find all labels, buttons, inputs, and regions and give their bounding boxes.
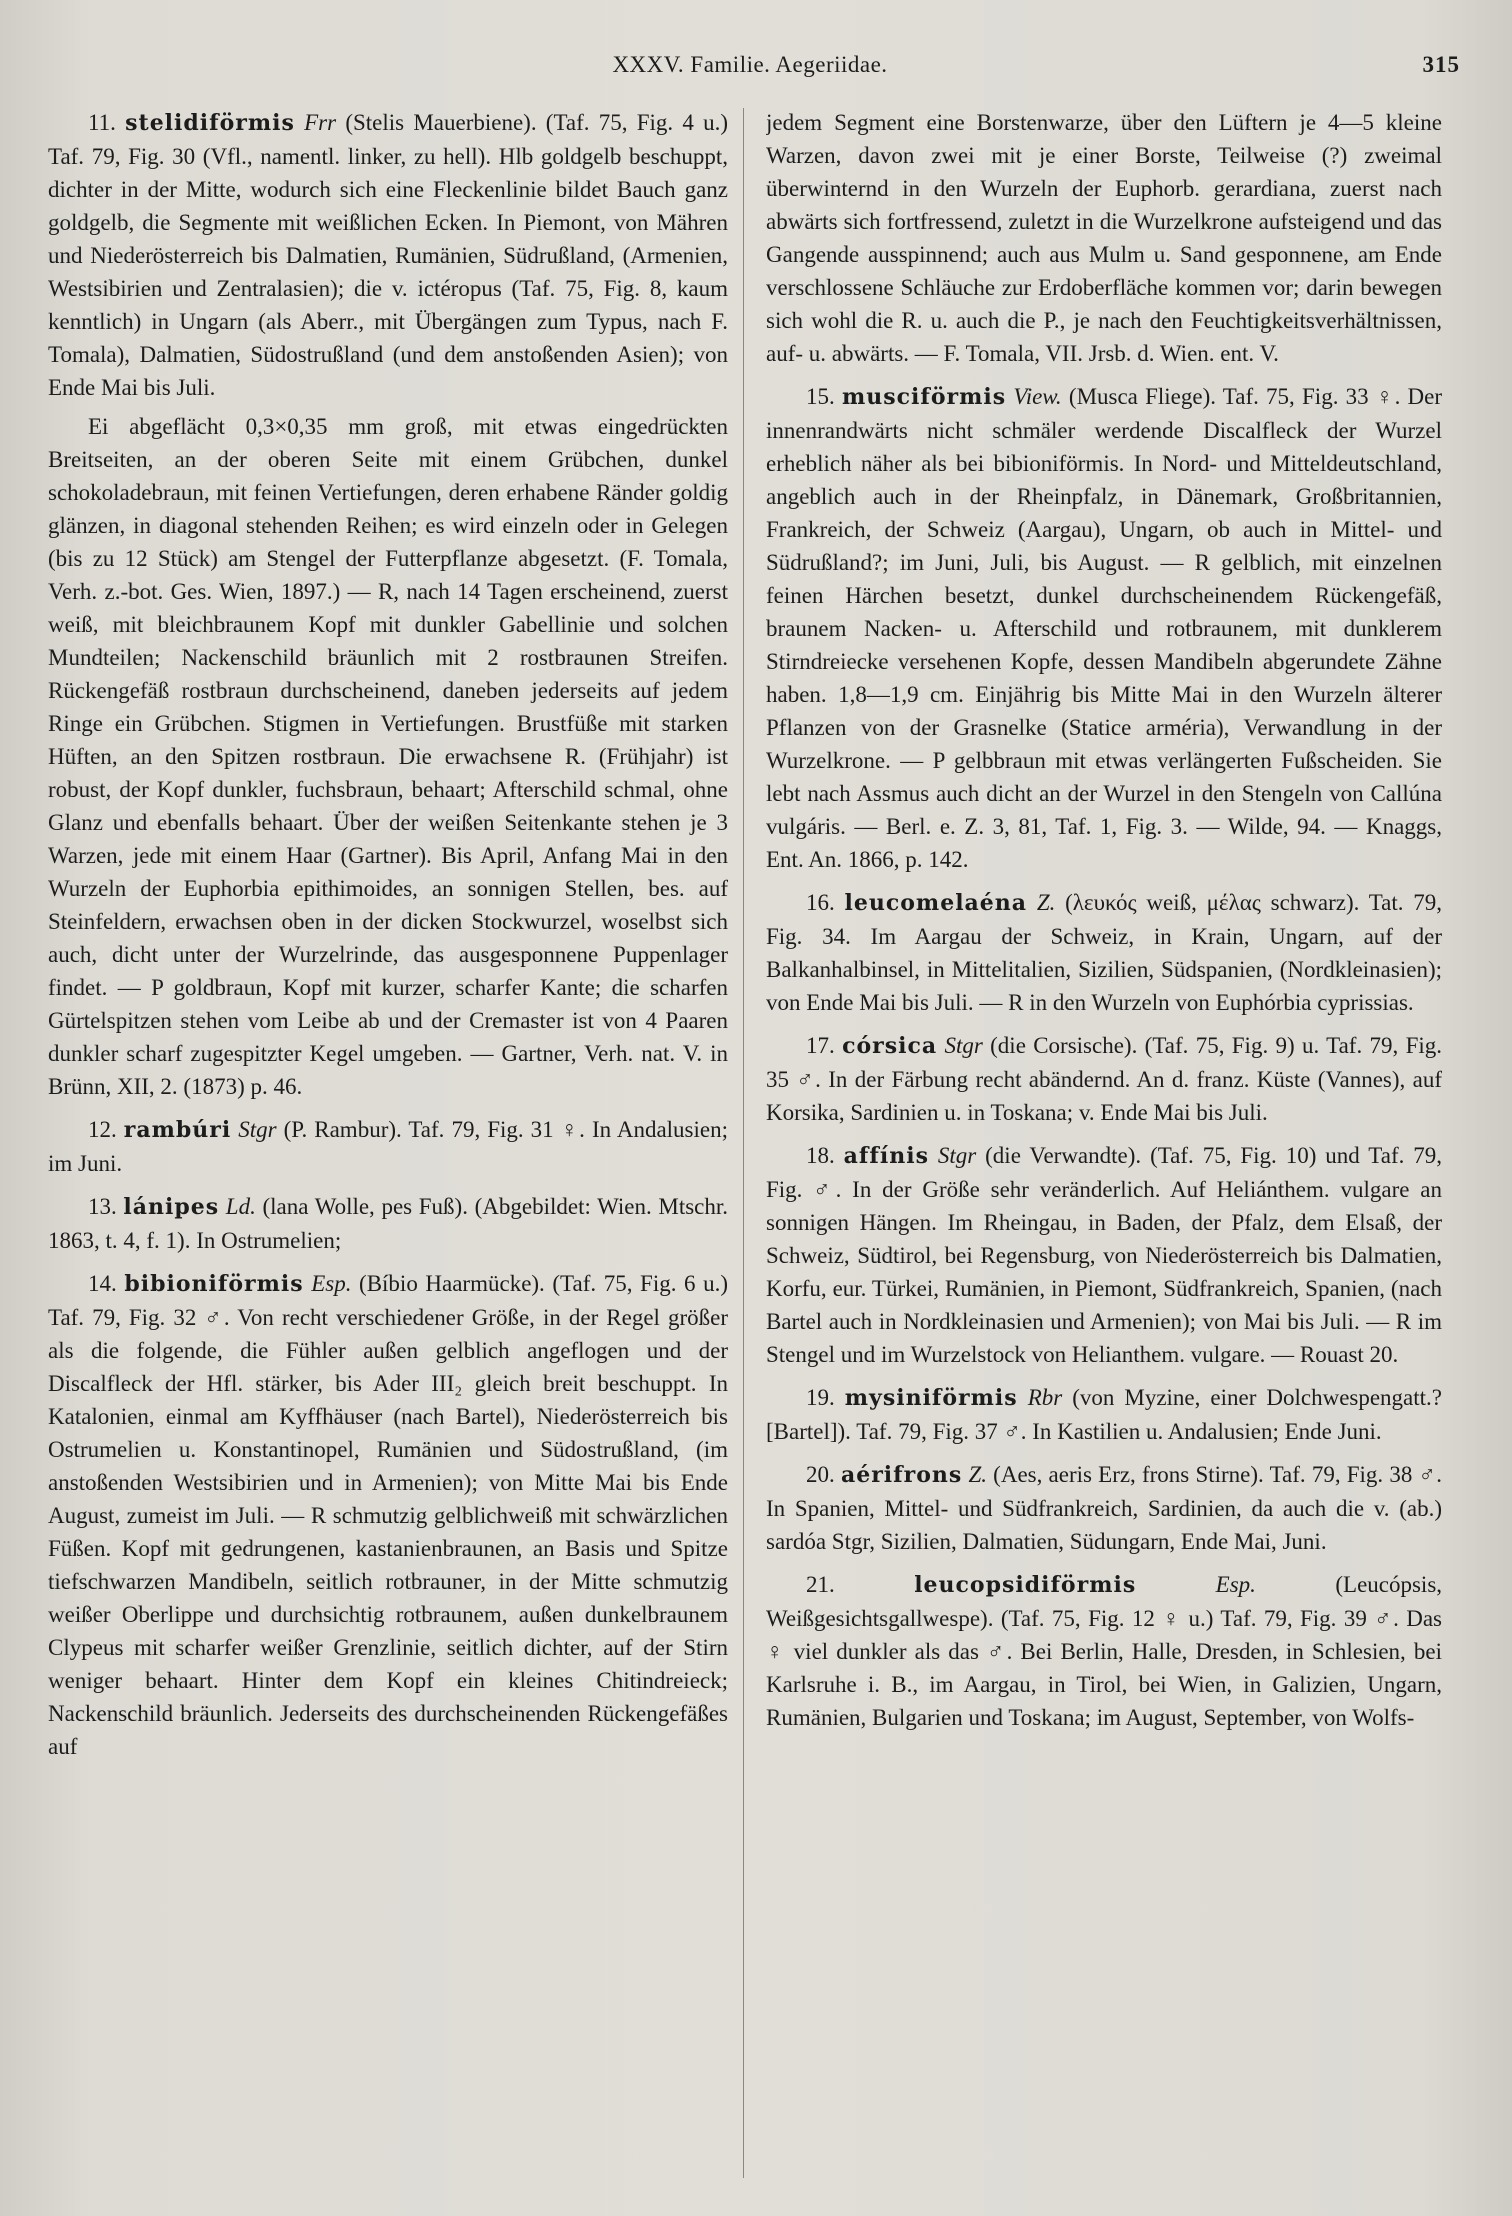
column-divider — [743, 108, 744, 2178]
entry-11 — [48, 106, 728, 404]
entry-number: 15. — [806, 384, 835, 409]
entry-text: (λευκός weiß, μέλας schwarz). Tat. 79, Fig. 34. Im Aargau der Schweiz, in Krain, Ungarn, auf der Balkanhalbinsel, in Mittelitalien, Sizilien, Südspanien, (Nordkleinasien); von Ende Mai bis Juli. — R in den Wurzeln von Euphórbia cyprissias. — [766, 890, 1442, 1015]
page-number: 315 — [1422, 52, 1460, 77]
species-author: Rbr — [1027, 1385, 1063, 1410]
left-column — [48, 106, 728, 2196]
entry-text: (lana Wolle, pes Fuß). (Abgebildet: Wien. Mtschr. 1863, t. 4, f. 1). In Ostrumelien; — [48, 1194, 728, 1253]
entry-number: 21. — [806, 1572, 835, 1597]
species-name: aérifrons — [840, 1462, 963, 1488]
species-name: musciförmis — [841, 384, 1007, 410]
species-author: Ld. — [225, 1194, 256, 1219]
entry-text: (Aes, aeris Erz, frons Stirne). Taf. 79, Fig. 38 ♂. In Spanien, Mittel- und Südfrankreich, Sardinien, da auch die v. (ab.) sardóa Stgr, Sizilien, Dalmatien, Südungarn, Ende Mai, Juni. — [766, 1462, 1442, 1554]
species-name: córsica — [842, 1033, 938, 1059]
species-author: View. — [1013, 384, 1062, 409]
species-name: mysiniförmis — [844, 1385, 1018, 1411]
species-author: Esp. — [1215, 1572, 1256, 1597]
entry-text: (Musca Fliege). Taf. 75, Fig. 33 ♀. Der innenrandwärts nicht schmäler werdende Discalfleck der Wurzel erheblich näher als bei bibioniförmis. In Nord- und Mitteldeutschland, angeblich auch in der Rheinpfalz, in Dänemark, Großbritannien, Frankreich, der Schweiz (Aargau), Ungarn, ob auch in Mittel- und Südrußland?; im Juni, Juli, bis August. — R gelblich, mit einzelnen feinen Härchen besetzt, dunkel durchscheinendem Rückengefäß, braunem Nacken- u. Afterschild und rotbraunem, mit dunklerem Stirndreiecke versehenen Kopfe, dessen Mandibeln abgerundete Zähne haben. 1,8—1,9 cm. Einjährig bis Mitte Mai in den Wurzeln älterer Pflanzen von der Grasnelke (Statice arméria), Verwandlung in der Wurzelkrone. — P gelbbraun mit etwas verlängerten Fußscheiden. Sie lebt nach Assmus auch dicht an der Wurzel in den Stengeln von Callúna vulgáris. — Berl. e. Z. 3, 81, Taf. 1, Fig. 3. — Wilde, 94. — Knaggs, Ent. An. 1866, p. 142. — [766, 384, 1442, 872]
entry-13 — [48, 1190, 728, 1257]
entry-20 — [766, 1458, 1442, 1558]
entry-text: (die Verwandte). (Taf. 75, Fig. 10) und Taf. 79, Fig. ♂. In der Größe sehr veränderlich. Auf Heliánthem. vulgare an sonnigen Hängen. Im Rheingau, in Baden, der Pfalz, dem Elsaß, der Schweiz, Südtirol, bei Regensburg, von Niederösterreich bis Dalmatien, Korfu, eur. Türkei, Rumänien, in Piemont, Südfrankreich, Spanien, (nach Bartel auch in Nordkleinasien und Armenien); von Mai bis Juli. — R im Stengel und im Wurzelstock von Helianthem. vulgare. — Rouast 20. — [766, 1143, 1442, 1367]
entry-text: (Bíbio Haarmücke). (Taf. 75, Fig. 6 u.) Taf. 79, Fig. 32 ♂. Von recht verschiedener Größe, in der Regel größer als die folgende, die Fühler außen gelblich angeflogen und der Discalfleck der Hfl. stärker, bis Ader III₂ gleich breit beschuppt. In Katalonien, einmal am Kyffhäuser (nach Bartel), Niederösterreich bis Ostrumelien u. Konstantinopel, Rumänien und Südostrußland, (im anstoßenden Westsibirien und in Armenien); von Mitte Mai bis Ende August, zumeist im Juli. — R schmutzig gelblichweiß mit schwärzlichen Füßen. Kopf mit gedrungenen, kastanienbraunen, an Basis und Spitze tiefschwarzen Mandibeln, seitlich rotbrauner, in der Mitte schmutzig weißer Oberlippe und durchsichtig rotbraunem, außen dunkelbraunem Clypeus mit scharfer weißer Grenzlinie, seitlich dichter, auf der Stirn weniger behaart. Hinter dem Kopf ein kleines Chitindreieck; Nackenschild bräunlich. Jederseits des durchscheinenden Rückengefäßes auf — [48, 1271, 728, 1759]
entry-text: (P. Rambur). Taf. 79, Fig. 31 ♀. In Andalusien; im Juni. — [48, 1117, 728, 1176]
running-title: XXXV. Familie. Aegeriidae. — [612, 52, 888, 77]
species-author: Stgr — [944, 1033, 983, 1058]
entry-21 — [766, 1568, 1442, 1734]
entry-text: jedem Segment eine Borstenwarze, über den Lüftern je 4—5 kleine Warzen, davon zwei mit je einer Borste, Teilweise (?) zweimal überwinternd in den Wurzeln der Euphorb. gerardiana, zuerst nach abwärts sich fortfressend, zuletzt in die Wurzelkrone aufsteigend und das Gangende ausspinnend; auch aus Mulm u. Sand gesponnene, am Ende verschlossene Schläuche zur Erdoberfläche kommen vor; darin bewegen sich wohl die R. u. auch die P., je nach den Feuchtigkeitsverhältnissen, auf- u. abwärts. — F. Tomala, VII. Jrsb. d. Wien. ent. V. — [766, 110, 1442, 366]
entry-text: (Stelis Mauerbiene). (Taf. 75, Fig. 4 u.) Taf. 79, Fig. 30 (Vfl., namentl. linker, zu hell). Hlb goldgelb beschuppt, dichter in der Mitte, wodurch sich eine Fleckenlinie bildet Bauch ganz goldgelb, die Segmente mit weißlichen Ecken. In Piemont, von Mähren und Niederösterreich bis Dalmatien, Rumänien, Südrußland, (Armenien, Westsibirien und Zentralasien); die v. ictéropus (Taf. 75, Fig. 8, kaum kenntlich) in Ungarn (als Aberr., mit Übergängen zum Typus, nach F. Tomala), Dalmatien, Südostrußland (und dem anstoßenden Asien); von Ende Mai bis Juli. — [48, 110, 728, 400]
entry-number: 12. — [88, 1117, 117, 1142]
entry-number: 19. — [806, 1385, 835, 1410]
species-name: lánipes — [123, 1194, 220, 1220]
species-author: Frr — [304, 110, 337, 135]
species-name: leucomelaéna — [844, 890, 1028, 916]
species-author: Z. — [1036, 890, 1056, 915]
entry-14 — [48, 1267, 728, 1763]
entry-15 — [766, 380, 1442, 876]
entry-number: 14. — [88, 1271, 117, 1296]
entry-16 — [766, 886, 1442, 1019]
species-name: rambúri — [123, 1117, 232, 1143]
entry-number: 20. — [806, 1462, 835, 1487]
page-header — [40, 52, 1460, 92]
entry-text: Ei abgeflächt 0,3×0,35 mm groß, mit etwas eingedrückten Breitseiten, an der oberen Seite mit einem Grübchen, dunkel schokoladebraun, mit feinen Vertiefungen, deren erhabene Ränder goldig glänzen, in diagonal stehenden Reihen; es wird einzeln oder in Gelegen (bis zu 12 Stück) am Stengel der Futterpflanze abgesetzt. (F. Tomala, Verh. z.-bot. Ges. Wien, 1897.) — R, nach 14 Tagen erscheinend, zuerst weiß, mit bleichbraunem Kopf mit dunkler Gabellinie und solchen Mundteilen; Nackenschild bräunlich mit 2 rostbraunen Streifen. Rückengefäß rostbraun durchscheinend, daneben jederseits auf jedem Ringe ein Grübchen. Stigmen in Vertiefungen. Brustfüße mit starken Hüften, an den Spitzen rostbraun. Die erwachsene R. (Frühjahr) ist robust, der Kopf dunkler, fuchsbraun, behaart; Afterschild schmal, ohne Glanz und ebenfalls behaart. Über der weißen Seitenkante stehen je 3 Warzen, jede mit einem Haar (Gartner). Bis April, Anfang Mai in den Wurzeln der Euphorbia epithimoides, an sonnigen Stellen, bes. auf Steinfeldern, erwachsen oben in der dicken Stockwurzel, woselbst sich auch, dicht unter der Wurzelrinde, das ausgesponnene Puppenlager findet. — P goldbraun, Kopf mit kurzer, scharfer Kante; die scharfen Gürtelspitzen stehen vom Leibe ab und der Cremaster ist von 4 Paaren dunkler scharf zugespitzter Kegel umgeben. — Gartner, Verh. nat. V. in Brünn, XII, 2. (1873) p. 46. — [48, 414, 728, 1099]
species-author: Esp. — [311, 1271, 352, 1296]
entry-17 — [766, 1029, 1442, 1129]
entry-number: 17. — [806, 1033, 835, 1058]
species-name: bibioniförmis — [124, 1271, 304, 1297]
species-author: Stgr — [238, 1117, 277, 1142]
entry-text: (die Corsische). (Taf. 75, Fig. 9) u. Taf. 79, Fig. 35 ♂. In der Färbung recht abändernd. An d. franz. Küste (Vannes), auf Korsika, Sardinien u. in Toskana; v. Ende Mai bis Juli. — [766, 1033, 1442, 1125]
species-name: leucopsidiförmis — [914, 1572, 1137, 1598]
entry-text: (von Myzine, einer Dolchwespengatt.? [Bartel]). Taf. 79, Fig. 37 ♂. In Kastilien u. Andalusien; Ende Juni. — [766, 1385, 1442, 1444]
entry-14-continuation — [766, 106, 1442, 370]
species-name: stelidiförmis — [125, 110, 295, 136]
entry-number: 18. — [806, 1143, 835, 1168]
species-author: Z. — [968, 1462, 987, 1487]
entry-12 — [48, 1113, 728, 1180]
species-name: affínis — [843, 1143, 929, 1169]
right-column — [766, 106, 1442, 2196]
entry-19 — [766, 1381, 1442, 1448]
entry-11-biology — [48, 410, 728, 1103]
entry-number: 13. — [88, 1194, 117, 1219]
entry-text: (Leucópsis, Weißgesichtsgallwespe). (Taf. 75, Fig. 12 ♀ u.) Taf. 79, Fig. 39 ♂. Das ♀ viel dunkler als das ♂. Bei Berlin, Halle, Dresden, in Schlesien, bei Karlsruhe i. B., im Aargau, in Tirol, bei Wien, in Galizien, Ungarn, Rumänien, Bulgarien und Toskana; im August, September, von Wolfs- — [766, 1572, 1442, 1730]
species-author: Stgr — [937, 1143, 977, 1168]
entry-number: 11. — [88, 110, 116, 135]
entry-18 — [766, 1139, 1442, 1371]
entry-number: 16. — [806, 890, 835, 915]
